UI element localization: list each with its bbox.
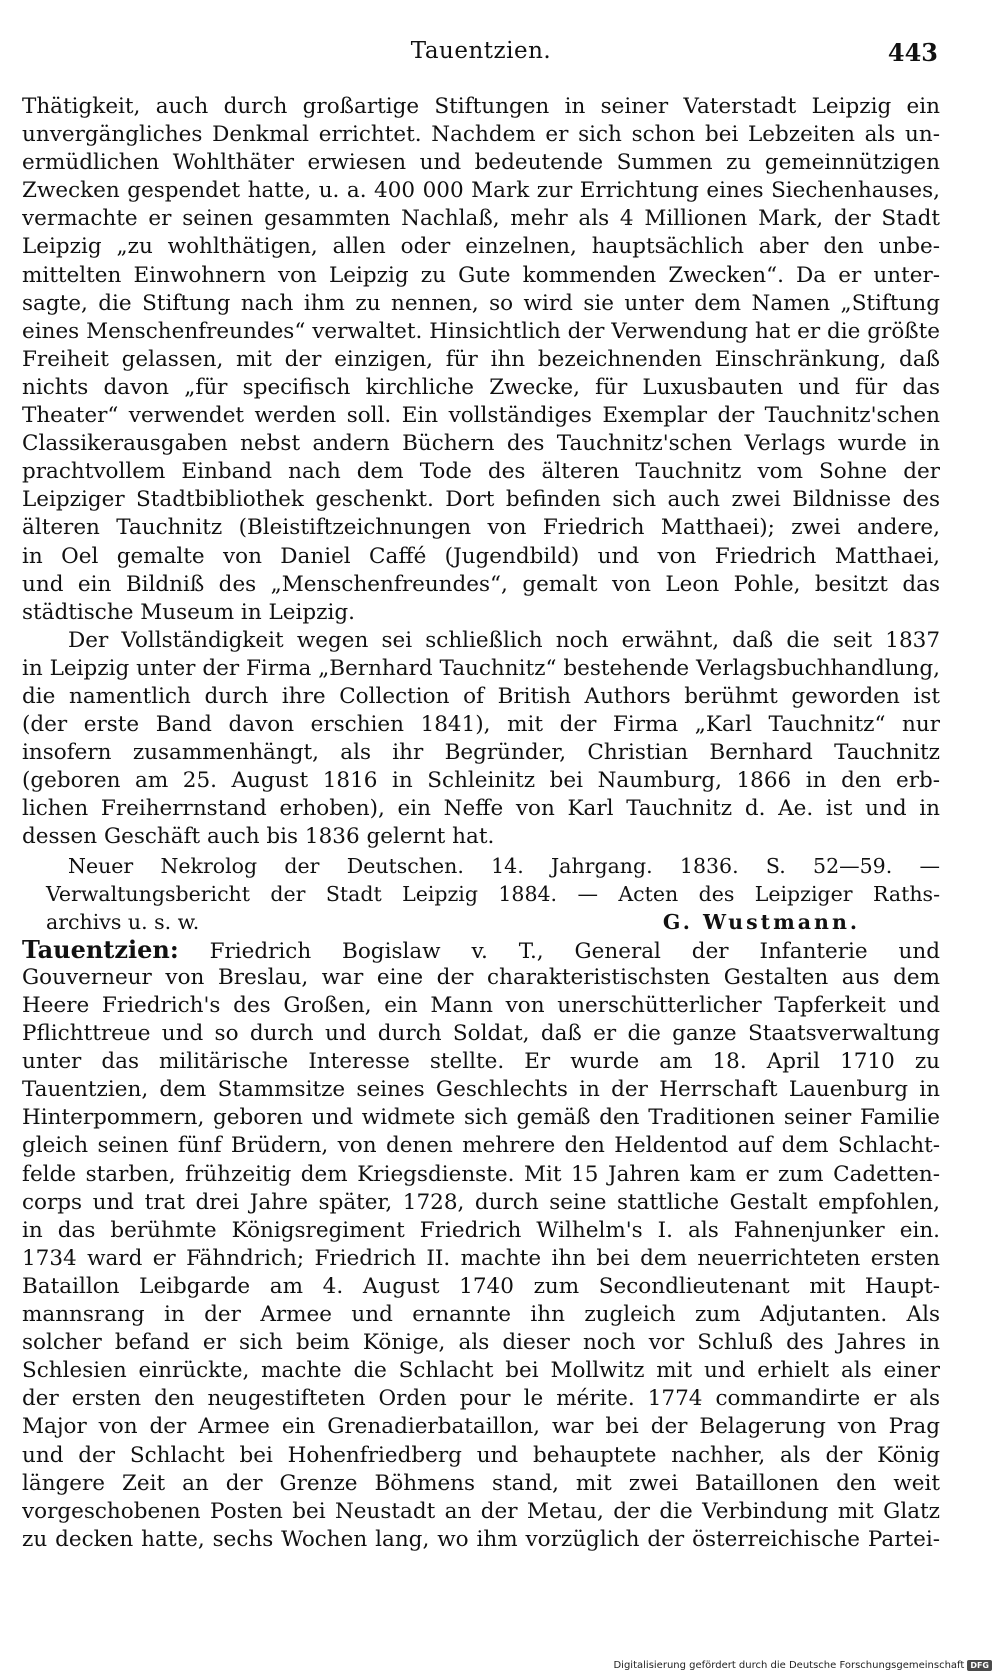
dfg-logo-icon: DFG <box>967 1660 992 1671</box>
text-line: mannsrang in der Armee und ernannte ihn zugleich zum Adjutanten. Als <box>22 1302 940 1328</box>
text-line: Gouverneur von Breslau, war eine der charakteristischsten Gestalten aus dem <box>22 964 940 990</box>
text-line: Hinterpommern, geboren und widmete sich gemäß den Traditionen seiner Familie <box>22 1105 940 1131</box>
text-line: Major von der Armee ein Grenadierbataillon, war bei der Belagerung von Prag <box>22 1414 940 1440</box>
text-line: nichts davon „für specifisch kirchliche Zwecke, für Luxusbauten und für das <box>22 374 940 400</box>
text-line: mittelten Einwohnern von Leipzig zu Gute kommenden Zwecken“. Da er unter- <box>22 262 940 288</box>
text-line: corps und trat drei Jahre später, 1728, durch seine stattliche Gestalt empfohlen, <box>22 1189 940 1215</box>
entry-heading-rest: Friedrich Bogislaw v. T., General der Infanterie und <box>178 938 940 964</box>
digitization-footer <box>613 1660 992 1671</box>
text-line: der ersten den neugestifteten Orden pour le mérite. 1774 commandirte er als <box>22 1386 940 1412</box>
text-line: längere Zeit an der Grenze Böhmens stand, mit zwei Bataillonen den weit <box>22 1470 940 1496</box>
paragraph-start-line: Der Vollständigkeit wegen sei schließlich noch erwähnt, daß die seit 1837 <box>68 627 940 653</box>
sources-last-line <box>22 908 940 936</box>
text-line: Zwecken gespendet hatte, u. a. 400 000 Mark zur Errichtung eines Siechenhauses, <box>22 178 940 204</box>
text-line: felde starben, frühzeitig dem Kriegsdienste. Mit 15 Jahren kam er zum Cadetten- <box>22 1161 940 1187</box>
text-line: und der Schlacht bei Hohenfriedberg und behauptete nachher, als der König <box>22 1442 940 1468</box>
text-line: prachtvollem Einband nach dem Tode des älteren Tauchnitz vom Sohne der <box>22 459 940 485</box>
text-line: Classikerausgaben nebst andern Büchern des Tauchnitz'schen Verlags wurde in <box>22 431 940 457</box>
text-line: Leipziger Stadtbibliothek geschenkt. Dort befinden sich auch zwei Bildnisse des <box>22 487 940 513</box>
text-line: vorgeschobenen Posten bei Neustadt an der Metau, der die Verbindung mit Glatz <box>22 1498 940 1524</box>
text-line: gleich seinen fünf Brüdern, von denen mehrere den Heldentod auf dem Schlacht- <box>22 1133 940 1159</box>
text-line: in das berühmte Königsregiment Friedrich Wilhelm's I. als Fahnenjunker ein. <box>22 1217 940 1243</box>
running-title: Tauentzien. <box>410 38 552 64</box>
text-line: (geboren am 25. August 1816 in Schleinitz bei Naumburg, 1866 in den erb- <box>22 768 940 794</box>
text-line: insofern zusammenhängt, als ihr Begründer, Christian Bernhard Tauchnitz <box>22 740 940 766</box>
entry-head-word: Tauentzien: <box>22 935 179 964</box>
text-line: Tauentzien, dem Stammsitze seines Geschlechts in der Herrschaft Lauenburg in <box>22 1077 940 1103</box>
text-line: in Oel gemalte von Daniel Caffé (Jugendbild) und von Friedrich Matthaei, <box>22 543 940 569</box>
text-line: vermachte er seinen gesammten Nachlaß, mehr als 4 Millionen Mark, der Stadt <box>22 206 940 232</box>
text-line: Pflichttreue und so durch und durch Soldat, daß er die ganze Staatsverwaltung <box>22 1021 940 1047</box>
text-line: dessen Geschäft auch bis 1836 gelernt hat. <box>22 824 495 850</box>
text-line: Freiheit gelassen, mit der einzigen, für ihn bezeichnenden Einschränkung, daß <box>22 346 940 372</box>
text-line: unvergängliches Denkmal errichtet. Nachdem er sich schon bei Lebzeiten als un- <box>22 122 940 148</box>
text-line: solcher befand er sich beim Könige, als dieser noch vor Schluß des Jahres in <box>22 1330 940 1356</box>
text-line: zu decken hatte, sechs Wochen lang, wo ihm vorzüglich der österreichische Partei- <box>22 1526 940 1552</box>
text-line: und ein Bildniß des „Menschenfreundes“, gemalt von Leon Pohle, besitzt das <box>22 571 940 597</box>
author-signature: G. Wustmann. <box>662 909 860 934</box>
text-line: Schlesien einrückte, machte die Schlacht bei Mollwitz mit und erhielt als einer <box>22 1358 940 1384</box>
sources-line: Neuer Nekrolog der Deutschen. 14. Jahrgang. 1836. S. 52—59. — <box>68 853 940 878</box>
text-line: Thätigkeit, auch durch großartige Stiftungen in seiner Vaterstadt Leipzig ein <box>22 94 940 119</box>
text-line: Bataillon Leibgarde am 4. August 1740 zum Secondlieutenant mit Haupt- <box>22 1273 940 1299</box>
body-text <box>22 93 940 1554</box>
sources-text: archivs u. s. w. <box>46 909 200 934</box>
text-line: Leipzig „zu wohlthätigen, allen oder einzelnen, hauptsächlich aber den unbe- <box>22 234 940 260</box>
text-line: Theater“ verwendet werden soll. Ein vollständiges Exemplar der Tauchnitz'schen <box>22 403 940 429</box>
text-line: (der erste Band davon erschien 1841), mit der Firma „Karl Tauchnitz“ nur <box>22 712 940 738</box>
footer-text: Digitalisierung gefördert durch die Deutsche Forschungsgemeinschaft <box>613 1660 965 1671</box>
text-line: in Leipzig unter der Firma „Bernhard Tauchnitz“ bestehende Verlagsbuchhandlung, <box>22 655 940 681</box>
text-line: Heere Friedrich's des Großen, ein Mann von unerschütterlicher Tapferkeit und <box>22 993 940 1018</box>
text-line: sagte, die Stiftung nach ihm zu nennen, so wird sie unter dem Namen „Stiftung <box>22 290 940 316</box>
page-header <box>22 38 940 72</box>
text-line: eines Menschenfreundes“ verwaltet. Hinsichtlich der Verwendung hat er die größte <box>22 318 940 344</box>
text-line: lichen Freiherrnstand erhoben), ein Neffe von Karl Tauchnitz d. Ae. ist und in <box>22 796 940 822</box>
entry-heading-line <box>22 936 940 964</box>
text-line: die namentlich durch ihre Collection of British Authors berühmt geworden ist <box>22 683 940 709</box>
text-line: 1734 ward er Fähndrich; Friedrich II. machte ihn bei dem neuerrichteten ersten <box>22 1245 940 1271</box>
page-number: 443 <box>887 38 938 67</box>
sources-line: Verwaltungsbericht der Stadt Leipzig 1884. — Acten des Leipziger Raths- <box>46 881 940 906</box>
text-line: älteren Tauchnitz (Bleistiftzeichnungen von Friedrich Matthaei); zwei andere, <box>22 515 940 541</box>
text-line: ermüdlichen Wohlthäter erwiesen und bedeutende Summen zu gemeinnützigen <box>22 150 940 176</box>
text-line: unter das militärische Interesse stellte. Er wurde am 18. April 1710 zu <box>22 1049 940 1075</box>
text-line: städtische Museum in Leipzig. <box>22 599 355 625</box>
